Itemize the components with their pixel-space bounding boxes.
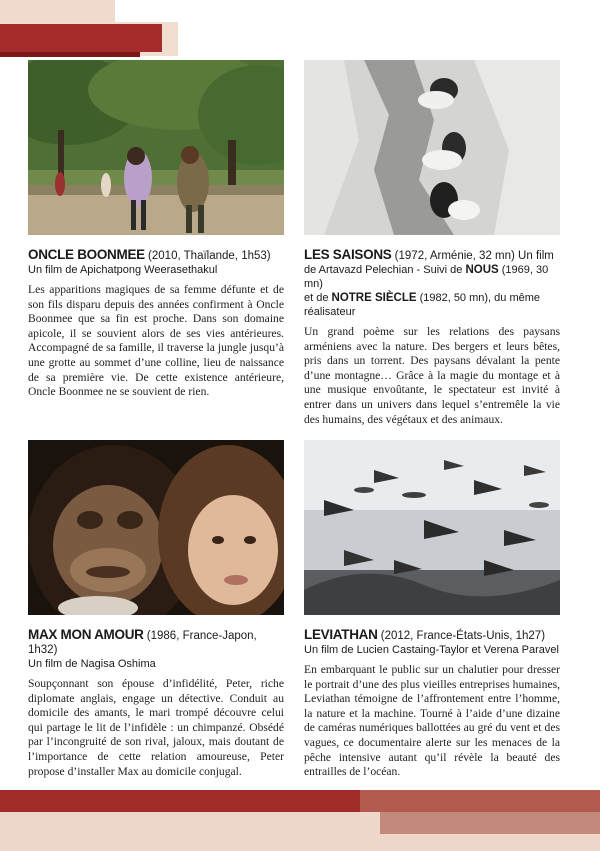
film-card-oncle-boonmee bbox=[28, 60, 284, 400]
film-still-image bbox=[28, 60, 284, 235]
film-synopsis: Soupçonnant son épouse d’infidélité, Peter, riche diplomate anglais, engage un détective. Conduit au domicile des amants, le mari trompé découvre celui qui partage le lit de l’infidèle : un chimpanzé. Obsédé par l’incongruité de son rival, jaloux, mais doutant de l’importance de cette relation amoureuse, Peter propose d’installer Max au domicile conjugal. bbox=[28, 677, 284, 778]
film-title: MAX MON AMOUR bbox=[28, 627, 144, 642]
film-title-line bbox=[304, 628, 560, 643]
film-synopsis: En embarquant le public sur un chalutier pour dresser le portrait d’une des plus vieilles entreprises humaines, Leviathan témoigne de l’affrontement entre l’homme, la nature et la machine. Tourné à l’aide d’une dizaine de caméras numériques ballottées au gré du vent et des vagues, ce documentaire alerte sur les menaces de la pêche intensive autant qu’il révèle la beauté des entrailles de l’océan. bbox=[304, 663, 560, 779]
film-title: LES SAISONS bbox=[304, 247, 392, 262]
film-still-leviathan bbox=[304, 440, 560, 615]
film-still-image bbox=[304, 440, 560, 615]
film-details: (1972, Arménie, 32 mn) Un film bbox=[391, 250, 554, 262]
film-synopsis: Les apparitions magiques de sa femme défunte et de son fils disparu depuis des années confirment à Oncle Boonmee que sa fin est proche. Dans son domaine apicole, il se souvient alors de ses vies antérieures. Accompagné de sa famille, il traverse la jungle jusqu’à une grotte au sommet d’une colline, lieu de naissance de sa première vie. De cette existence antérieure, Oncle Boonmee ne se souvient de rien. bbox=[28, 283, 284, 399]
decorative-band bbox=[380, 812, 600, 834]
film-credit: Un film de Apichatpong Weerasethakul bbox=[28, 264, 218, 276]
film-card-leviathan bbox=[304, 440, 560, 780]
film-details: (1986, France-Japon, 1h32) bbox=[28, 630, 257, 656]
decorative-band bbox=[0, 24, 162, 52]
film-synopsis: Un grand poème sur les relations des paysans arméniens avec la nature. Des bergers et leurs bêtes, pris dans un torrent. Des paysans dévalant la pente d’une montagne… Grâce à la magie du montage et à une musique envoûtante, le spectateur est invité à entrer dans un univers dans lequel s’entremêle la vie des humains, des végétaux et des animaux. bbox=[304, 325, 560, 426]
related-film-title: NOUS bbox=[465, 264, 499, 276]
film-details: (2012, France-États-Unis, 1h27) bbox=[377, 630, 546, 642]
film-credit: Un film de Nagisa Oshima bbox=[28, 658, 156, 670]
film-details: (2010, Thaïlande, 1h53) bbox=[144, 250, 271, 262]
film-still-image bbox=[304, 60, 560, 235]
film-card-max-mon-amour bbox=[28, 440, 284, 779]
film-still-image bbox=[28, 440, 284, 615]
film-still-oncle-boonmee bbox=[28, 60, 284, 235]
film-still-les-saisons bbox=[304, 60, 560, 235]
film-title-line bbox=[304, 248, 560, 263]
film-title: ONCLE BOONMEE bbox=[28, 247, 145, 262]
film-title-line bbox=[28, 248, 284, 263]
film-still-max-mon-amour bbox=[28, 440, 284, 615]
film-title-line bbox=[28, 628, 284, 657]
film-credit: Un film de Lucien Castaing-Taylor et Verena Paravel bbox=[304, 644, 559, 656]
decorative-band bbox=[0, 0, 115, 22]
decorative-band bbox=[0, 52, 140, 57]
credit-text: (1969, 30 mn) bbox=[304, 264, 549, 290]
decorative-band bbox=[360, 790, 600, 812]
film-credit bbox=[304, 263, 560, 319]
film-title: LEVIATHAN bbox=[304, 627, 378, 642]
credit-text: et de bbox=[304, 292, 332, 304]
related-film-title: NOTRE SIÈCLE bbox=[331, 292, 417, 304]
film-card-les-saisons bbox=[304, 60, 560, 427]
credit-text: de Artavazd Pelechian - Suivi de bbox=[304, 264, 466, 276]
credit-text: (1982, 50 mn), du même réalisateur bbox=[304, 292, 541, 318]
